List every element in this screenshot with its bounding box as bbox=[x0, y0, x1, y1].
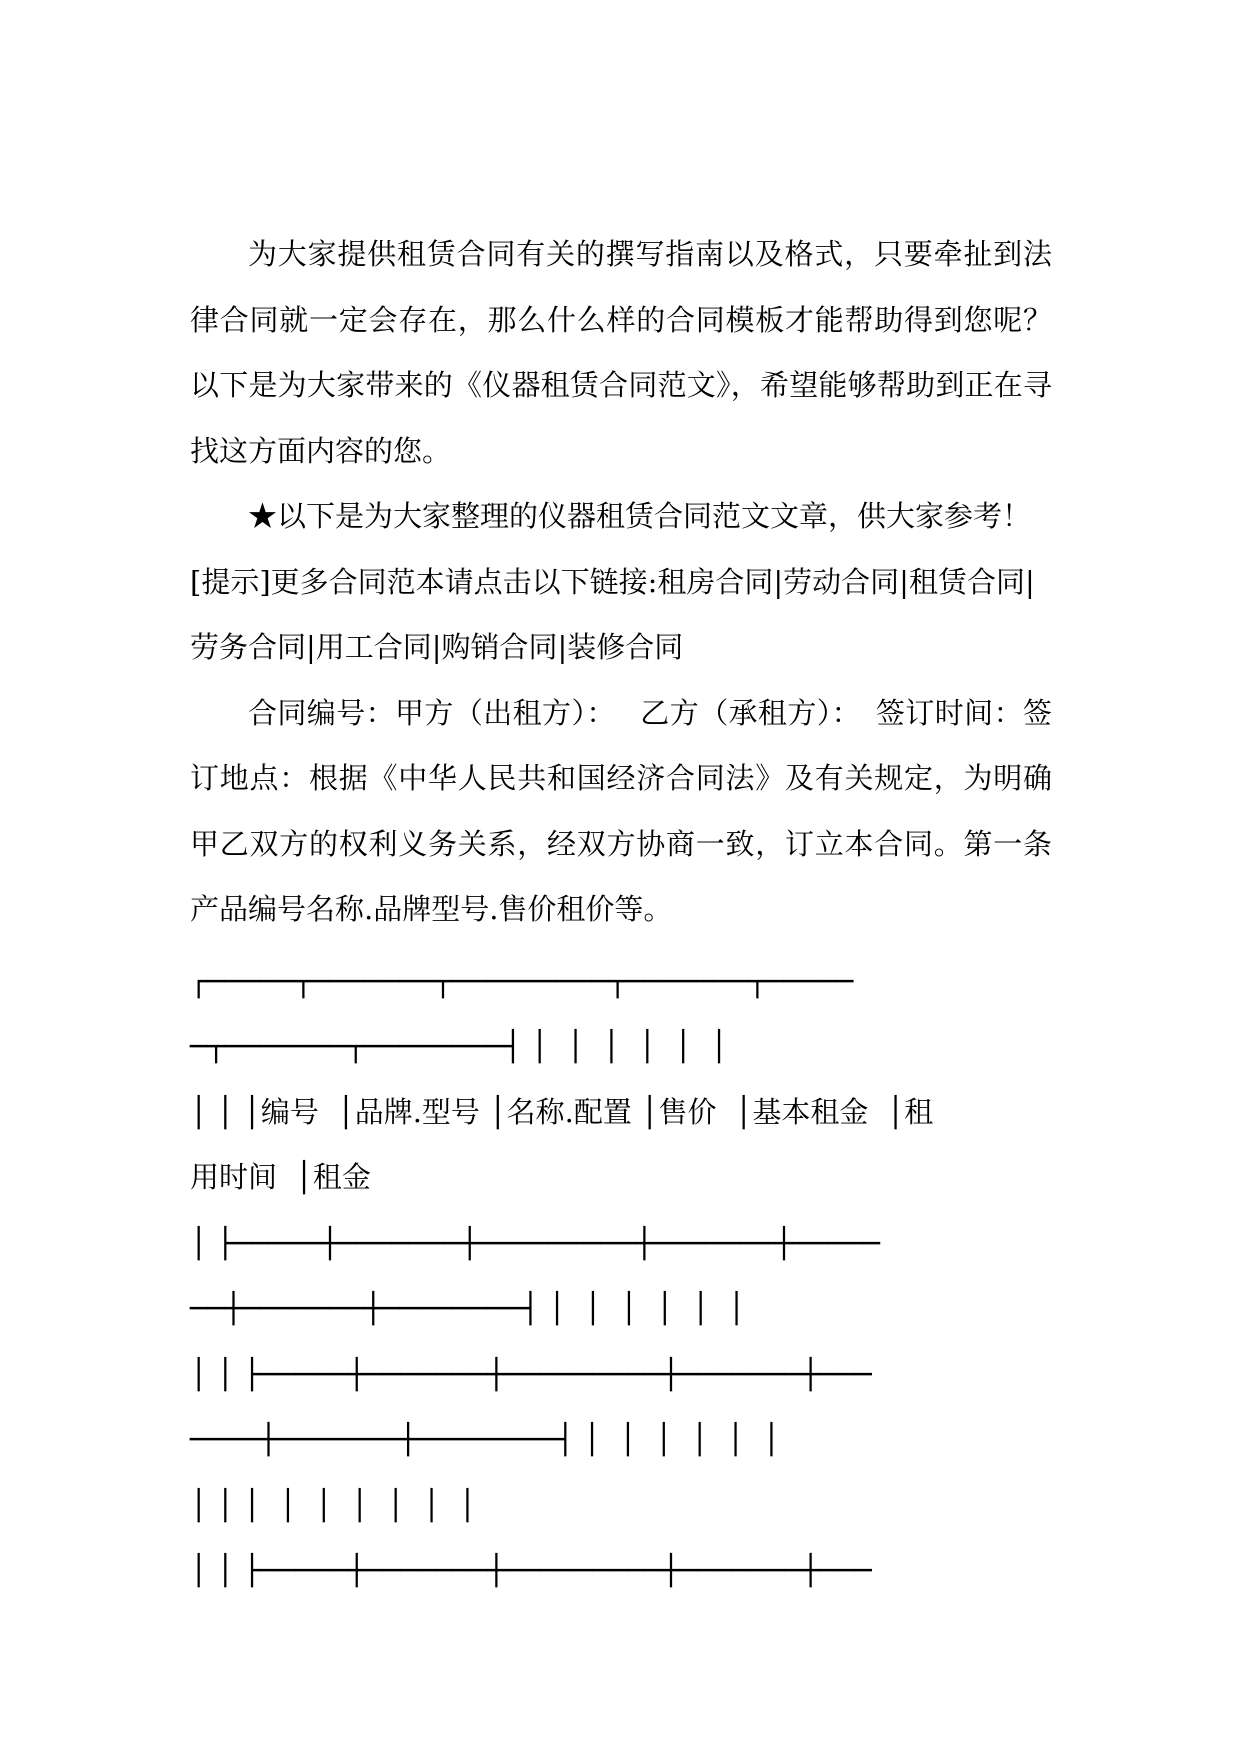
table-line: │ │ ├─────┼───────┼─────────┼───────┼─── bbox=[190, 1553, 872, 1587]
text-table bbox=[190, 949, 1052, 1604]
table-header-line: 用时间 │租金 bbox=[190, 1160, 371, 1194]
contract-paragraph: 合同编号：甲方（出租方）： 乙方（承租方）： 签订时间：签订地点：根据《中华人民共和国经济合同法》及有关规定，为明确甲乙双方的权利义务关系，经双方协商一致，订立本合同。第一条 产品编号名称.品牌型号.售价租价等。 bbox=[190, 695, 1082, 926]
table-line: ┌─────┬───────┬─────────┬───────┬───── bbox=[190, 963, 854, 998]
table-line: │ ├─────┼───────┼─────────┼───────┼───── bbox=[190, 1225, 881, 1260]
table-header-line: │ │ │编号 │品牌.型号 │名称.配置 │售价 │基本租金 │租 bbox=[190, 1094, 934, 1129]
intro-paragraph: 为大家提供租赁合同有关的撰写指南以及格式，只要牵扯到法律合同就一定会存在，那么什么样的合同模板才能帮助得到您呢？以下是为大家带来的《仪器租赁合同范文》，希望能够帮助到正在寻找这方面内容的您。 bbox=[190, 237, 1052, 468]
table-row-line: │ │ │ │ │ │ │ │ │ bbox=[190, 1487, 477, 1522]
document-content bbox=[190, 222, 1082, 1604]
table-line: ─┬───────┬────────┤ │ │ │ │ │ │ bbox=[190, 1029, 728, 1063]
star-paragraph: ★以下是为大家整理的仪器租赁合同范文文章，供大家参考！ bbox=[248, 499, 1032, 533]
table-line: │ │ ├─────┼───────┼─────────┼───────┼─── bbox=[190, 1356, 872, 1391]
tip-line-1: [提示]更多合同范本请点击以下链接:租房合同|劳动合同|租赁合同| bbox=[190, 564, 1035, 599]
tip-line-2: 劳务合同|用工合同|购销合同|装修合同 bbox=[190, 630, 684, 664]
table-line: ──┼───────┼────────┤ │ │ │ │ │ │ bbox=[190, 1291, 746, 1325]
table-line: ────┼───────┼────────┤ │ │ │ │ │ │ bbox=[190, 1422, 781, 1456]
